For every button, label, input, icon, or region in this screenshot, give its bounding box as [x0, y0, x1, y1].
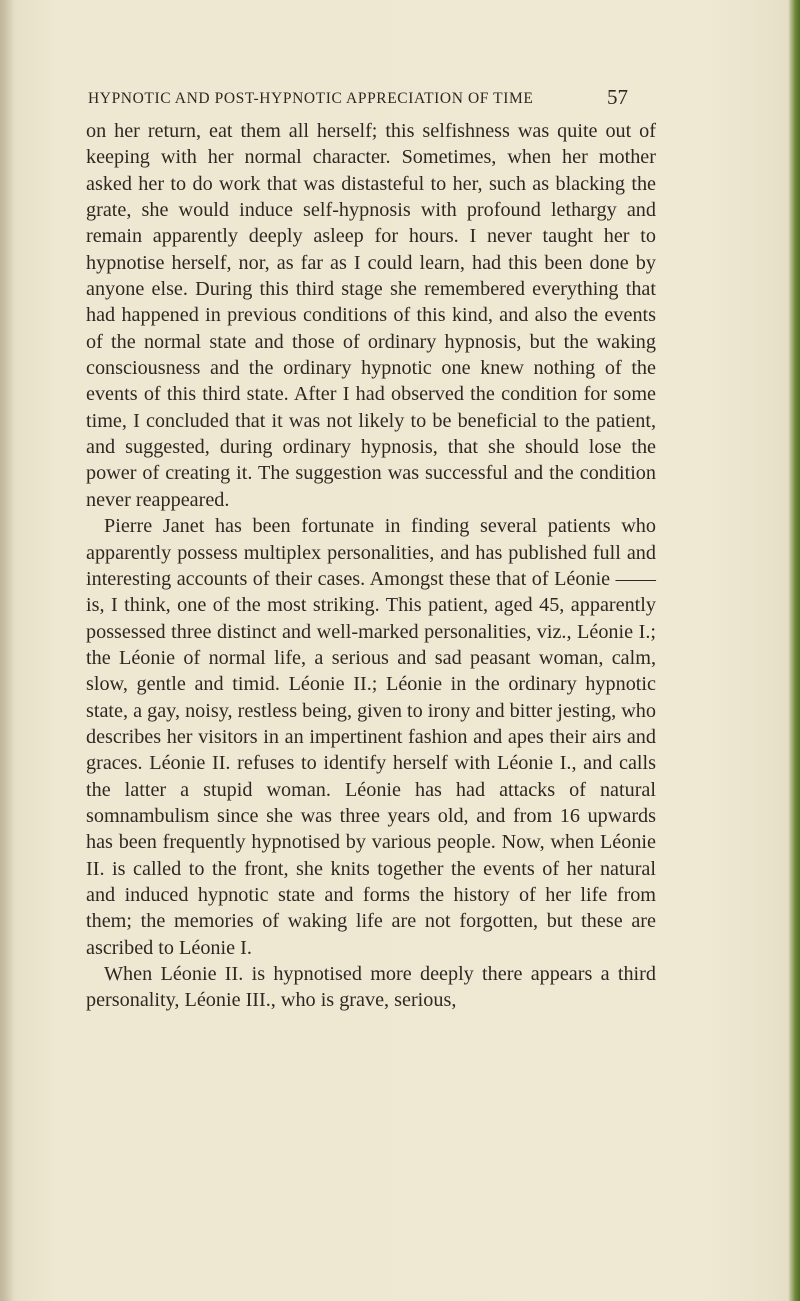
running-header	[88, 85, 628, 114]
paragraph-3: When Léonie II. is hypnotised more deeply there appears a third personality, Léonie III., who is grave, serious,	[86, 963, 656, 1012]
page-edge	[788, 0, 800, 1301]
paragraph-2: Pierre Janet has been fortunate in finding several patients who apparently possess multiplex personalities, and has published full and interesting accounts of their cases. Amongst these that of Léonie —— is, I think, one of the most striking. This patient, aged 45, apparently possessed three distinct and well-marked personalities, viz., Léonie I.; the Léonie of normal life, a serious and sad peasant woman, calm, slow, gentle and timid. Léonie II.; Léonie in the ordinary hypnotic state, a gay, noisy, restless being, given to irony and bitter jesting, who describes her visitors in an impertinent fashion and apes their airs and graces. Léonie II. refuses to identify herself with Léonie I., and calls the latter a stupid woman. Léonie has had attacks of natural somnambulism since she was three years old, and from 16 upwards has been frequently hypnotised by various people. Now, when Léonie II. is called to the front, she knits together the events of her natural and induced hypnotic state and forms the history of her life from them; the memories of waking life are not forgotten, but these are ascribed to Léonie I.	[86, 515, 656, 959]
body-text	[86, 118, 656, 1014]
running-title: HYPNOTIC AND POST-HYPNOTIC APPRECIATION OF TIME	[88, 90, 534, 107]
binding-shadow	[0, 0, 14, 1301]
page-number: 57	[607, 85, 628, 109]
paragraph-1: on her return, eat them all herself; this selfishness was quite out of keeping with her normal character. Sometimes, when her mother asked her to do work that was distasteful to her, such as blacking the grate, she would induce self-hypnosis with profound lethargy and remain apparently deeply asleep for hours. I never taught her to hypnotise herself, nor, as far as I could learn, had this been done by anyone else. During this third stage she remembered everything that had happened in previous conditions of this kind, and also the events of the normal state and those of ordinary hypnosis, but the waking consciousness and the ordinary hypnotic one knew nothing of the events of this third state. After I had observed the condition for some time, I concluded that it was not likely to be beneficial to the patient, and suggested, during ordinary hypnosis, that she should lose the power of creating it. The suggestion was successful and the condition never reappeared.	[86, 120, 656, 511]
